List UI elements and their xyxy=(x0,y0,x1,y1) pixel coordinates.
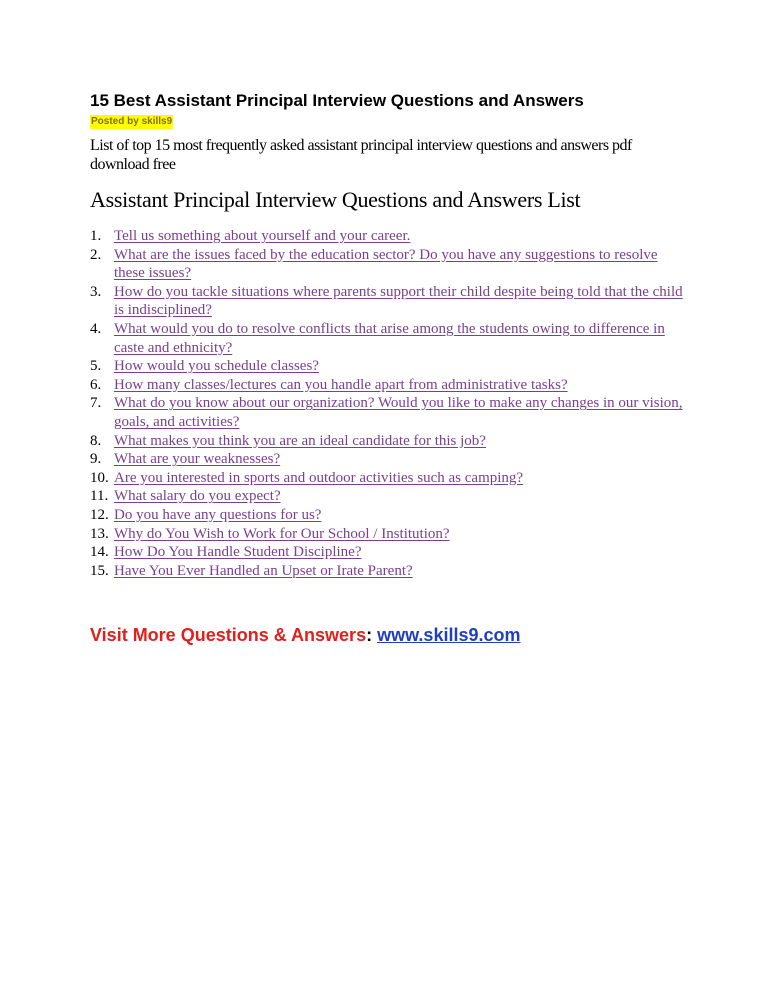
list-item xyxy=(90,376,690,395)
footer-line xyxy=(90,624,690,646)
list-item xyxy=(90,227,690,246)
question-number: 7. xyxy=(90,395,102,412)
question-number: 1. xyxy=(90,228,102,244)
question-number: 13. xyxy=(90,525,109,542)
question-number: 15. xyxy=(90,562,109,579)
footer-label: Visit More Questions & Answers xyxy=(90,625,367,646)
list-item xyxy=(90,357,690,376)
question-link[interactable]: Tell us something about yourself and your career. xyxy=(114,228,411,244)
list-item xyxy=(90,394,690,431)
list-item xyxy=(90,283,690,320)
question-number: 10. xyxy=(90,469,109,486)
question-list xyxy=(90,227,690,580)
footer-website-link[interactable]: www.skills9.com xyxy=(377,625,521,646)
question-number: 6. xyxy=(90,376,102,393)
document-page xyxy=(90,91,690,646)
question-number: 8. xyxy=(90,432,102,449)
section-heading: Assistant Principal Interview Questions and Answers List xyxy=(90,187,581,212)
footer-separator: : xyxy=(366,625,373,646)
list-item xyxy=(90,469,690,488)
question-link[interactable]: What do you know about our organization? Would you like to make any changes in our vision, goals, and activities? xyxy=(114,395,683,430)
question-number: 5. xyxy=(90,358,102,375)
question-link[interactable]: Are you interested in sports and outdoor activities such as camping? xyxy=(114,469,524,486)
question-link[interactable]: How do you tackle situations where parents support their child despite being told that the child is indisciplined? xyxy=(114,283,683,319)
list-item xyxy=(90,543,690,562)
question-number: 14. xyxy=(90,544,109,561)
list-item xyxy=(90,450,690,469)
list-item xyxy=(90,246,690,283)
list-item xyxy=(90,525,690,544)
question-link[interactable]: How Do You Handle Student Discipline? xyxy=(114,544,362,561)
question-link[interactable]: How many classes/lectures can you handle apart from administrative tasks? xyxy=(114,376,568,393)
document-title: 15 Best Assistant Principal Interview Questions and Answers xyxy=(90,91,584,110)
question-number: 2. xyxy=(90,246,102,263)
question-number: 4. xyxy=(90,320,102,337)
question-link[interactable]: Have You Ever Handled an Upset or Irate Parent? xyxy=(114,562,413,579)
list-item xyxy=(90,487,690,506)
question-link[interactable]: Do you have any questions for us? xyxy=(114,506,322,523)
list-item xyxy=(90,320,690,357)
question-link[interactable]: What would you do to resolve conflicts that arise among the students owing to difference in caste and ethnicity? xyxy=(114,320,665,356)
intro-paragraph: List of top 15 most frequently asked assistant principal interview questions and answers pdf download free xyxy=(90,137,632,173)
question-link[interactable]: What are your weaknesses? xyxy=(114,451,281,468)
question-number: 9. xyxy=(90,451,102,468)
posted-by-label: Posted by skills9 xyxy=(91,116,173,127)
list-item xyxy=(90,562,690,581)
list-item xyxy=(90,432,690,451)
question-number: 12. xyxy=(90,506,109,523)
question-link[interactable]: Why do You Wish to Work for Our School / Institution? xyxy=(114,525,450,542)
question-link[interactable]: What makes you think you are an ideal candidate for this job? xyxy=(114,432,486,449)
question-number: 3. xyxy=(90,283,102,300)
question-link[interactable]: What salary do you expect? xyxy=(114,488,281,505)
question-link[interactable]: How would you schedule classes? xyxy=(114,358,319,375)
list-item xyxy=(90,506,690,525)
question-link[interactable]: What are the issues faced by the education sector? Do you have any suggestions to resolve these issues? xyxy=(114,246,658,282)
question-number: 11. xyxy=(90,488,109,505)
